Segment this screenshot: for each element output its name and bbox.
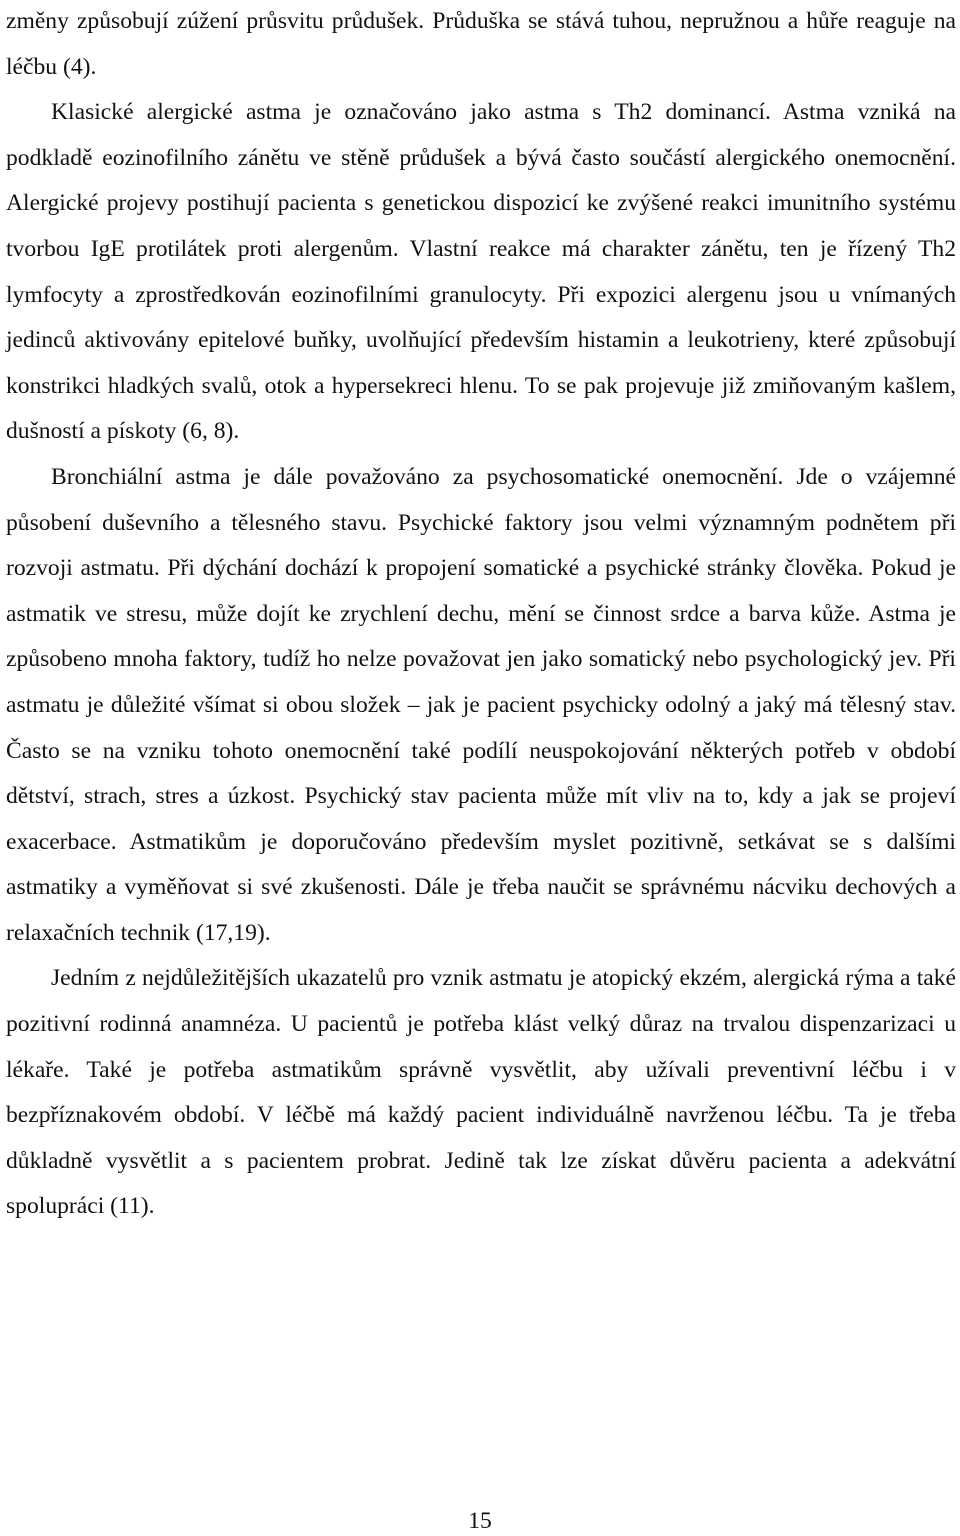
document-page bbox=[6, 0, 956, 1230]
page-number: 15 bbox=[468, 1508, 492, 1534]
paragraph-psychosomatic: Bronchiální astma je dále považováno za psychosomatické onemocnění. Jde o vzájemné působení duševního a tělesného stavu. Psychické faktory jsou velmi významným podnětem při rozvoji astmatu. Při dýchání dochází k propojení somatické a psychické stránky člověka. Pokud je astmatik ve stresu, může dojít ke zrychlení dechu, mění se činnost srdce a barva kůže. Astma je způsobeno mnoha faktory, tudíž ho nelze považovat jen jako somatický nebo psychologický jev. Při astmatu je důležité všímat si obou složek – jak je pacient psychicky odolný a jaký má tělesný stav. Často se na vzniku tohoto onemocnění také podílí neuspokojování některých potřeb v období dětství, strach, stres a úzkost. Psychický stav pacienta může mít vliv na to, kdy a jak se projeví exacerbace. Astmatikům je doporučováno především myslet pozitivně, setkávat se s dalšími astmatiky a vyměňovat si své zkušenosti. Dále je třeba naučit se správnému nácviku dechových a relaxačních technik (17,19). bbox=[6, 463, 956, 946]
paragraph-indicators: Jedním z nejdůležitějších ukazatelů pro vznik astmatu je atopický ekzém, alergická rýma a také pozitivní rodinná anamnéza. U pacientů je potřeba klást velký důraz na trvalou dispenzarizaci u lékaře. Také je potřeba astmatikům správně vysvětlit, aby užívali preventivní léčbu i v bezpříznakovém období. V léčbě má každý pacient individuálně navrženou léčbu. Ta je třeba důkladně vysvětlit a s pacientem probrat. Jedině tak lze získat důvěru pacienta a adekvátní spolupráci (11). bbox=[6, 965, 956, 1220]
paragraph-continuation: změny způsobují zúžení průsvitu průdušek. Průduška se stává tuhou, nepružnou a hůře reaguje na léčbu (4). bbox=[6, 8, 956, 80]
paragraph-allergic-asthma: Klasické alergické astma je označováno jako astma s Th2 dominancí. Astma vzniká na podkladě eozinofilního zánětu ve stěně průdušek a bývá často součástí alergického onemocnění. Alergické projevy postihují pacienta s genetickou dispozicí ke zvýšené reakci imunitního systému tvorbou IgE protilátek proti alergenům. Vlastní reakce má charakter zánětu, ten je řízený Th2 lymfocyty a zprostředkován eozinofilními granulocyty. Při expozici alergenu jsou u vnímaných jedinců aktivovány epitelové buňky, uvolňující především histamin a leukotrieny, které způsobují konstrikci hladkých svalů, otok a hypersekreci hlenu. To se pak projevuje již zmiňovaným kašlem, dušností a pískoty (6, 8). bbox=[6, 99, 956, 445]
